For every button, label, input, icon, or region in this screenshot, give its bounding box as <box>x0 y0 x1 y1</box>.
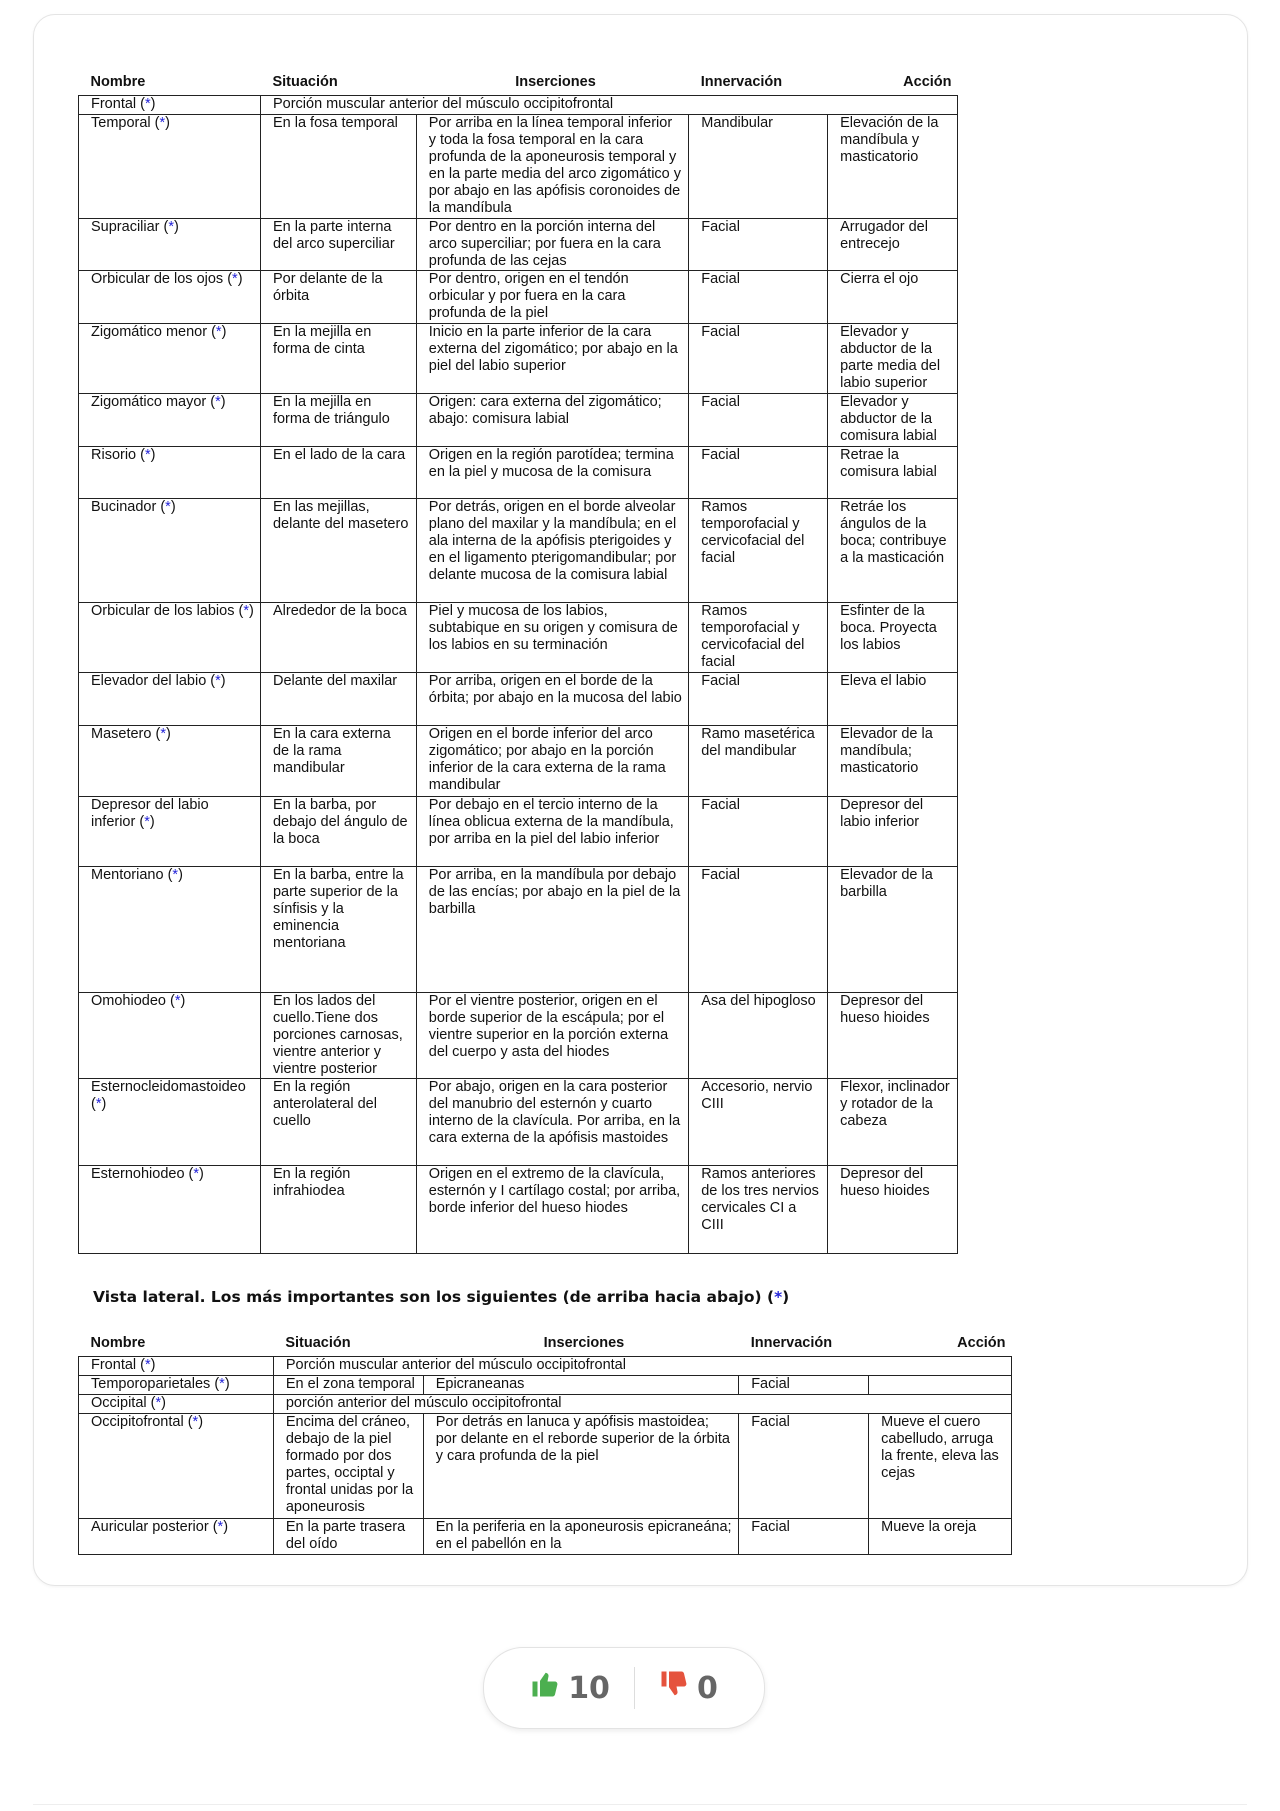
situacion-cell: En la cara externa de la rama mandibular <box>260 726 416 797</box>
table-row <box>79 324 958 394</box>
reference-link[interactable]: * <box>243 603 249 619</box>
reference-link[interactable]: * <box>160 726 166 742</box>
downvote-button[interactable] <box>635 1669 742 1707</box>
thumbs-up-icon <box>530 1669 560 1707</box>
situacion-cell: En el lado de la cara <box>260 447 416 499</box>
table-row <box>79 1357 1012 1376</box>
innervacion-cell: Facial <box>689 271 828 324</box>
muscle-name-text: Mentoriano <box>91 867 164 883</box>
table-row <box>79 394 958 447</box>
inserciones-cell: En la periferia en la aponeurosis epicraneána; en el pabellón en la <box>423 1519 738 1555</box>
muscle-name-esternohiodeo: Esternohiodeo (*) <box>79 1166 261 1254</box>
inserciones-cell: Por arriba, en la mandíbula por debajo de las encías; por abajo en la piel de la barbilla <box>416 867 688 993</box>
col-header-inserciones: Inserciones <box>543 1335 625 1351</box>
muscle-name-text: Orbicular de los labios <box>91 603 235 619</box>
muscle-name-supraciliar: Supraciliar (*) <box>79 219 261 271</box>
col-header-accion: Acción <box>957 1335 1006 1351</box>
innervacion-cell: Facial <box>689 324 828 394</box>
muscle-name-temporoparietales: Temporoparietales (*) <box>79 1376 274 1395</box>
innervacion-cell: Ramos temporofacial y cervicofacial del facial <box>689 499 828 603</box>
muscle-name-risorio: Risorio (*) <box>79 447 261 499</box>
vote-bar <box>483 1647 765 1729</box>
muscle-name-text: Temporal <box>91 115 151 131</box>
table-row <box>79 447 958 499</box>
reference-link[interactable]: * <box>215 394 221 410</box>
situacion-cell: En las mejillas, delante del masetero <box>260 499 416 603</box>
col-header-innervacion: Innervación <box>750 1335 833 1351</box>
reference-link[interactable]: * <box>145 1357 151 1373</box>
inserciones-cell: Epicraneanas <box>423 1376 738 1395</box>
muscle-name-frontal: Frontal (*) <box>79 96 261 115</box>
innervacion-cell: Facial <box>689 447 828 499</box>
muscle-name-text: Occipital <box>91 1395 147 1411</box>
accion-cell <box>869 1376 1012 1395</box>
reference-link[interactable]: * <box>174 993 181 1009</box>
muscle-name-bucinador: Bucinador (*) <box>79 499 261 603</box>
table-row <box>79 1519 1012 1555</box>
table-row <box>79 993 958 1079</box>
muscle-name-text: Bucinador <box>91 499 157 515</box>
col-header-situacion: Situación <box>285 1335 351 1351</box>
reference-link[interactable]: * <box>172 867 179 883</box>
muscle-name-masetero: Masetero (*) <box>79 726 261 797</box>
table-row <box>79 1414 1012 1519</box>
inserciones-cell: Origen: cara externa del zigomático; abajo: comisura labial <box>416 394 688 447</box>
situacion-cell: Alrededor de la boca <box>260 603 416 673</box>
accion-cell: Arrugador del entrecejo <box>828 219 958 271</box>
situacion-cell: En la mejilla en forma de cinta <box>260 324 416 394</box>
col-header-inserciones: Inserciones <box>515 74 596 90</box>
reference-link[interactable]: * <box>217 1519 224 1535</box>
accion-cell: Elevador de la barbilla <box>828 867 958 993</box>
downvote-count: 0 <box>696 1670 718 1706</box>
situacion-cell: En el zona temporal <box>273 1376 423 1395</box>
muscle-name-text: Esternohiodeo <box>91 1166 185 1182</box>
accion-cell: Esfinter de la boca. Proyecta los labios <box>828 603 958 673</box>
accion-cell: Mueve la oreja <box>869 1519 1012 1555</box>
muscle-table-lateral <box>78 1335 1012 1555</box>
muscle-name-text: Omohiodeo <box>91 993 166 1009</box>
inserciones-cell: Origen en el borde inferior del arco zigomático; por abajo en la porción inferior de la cara externa de la rama mandibular <box>416 726 688 797</box>
reference-link[interactable]: * <box>144 447 151 463</box>
situacion-cell: En la fosa temporal <box>260 115 416 219</box>
accion-cell: Eleva el labio <box>828 673 958 726</box>
muscle-name-temporal: Temporal (*) <box>79 115 261 219</box>
muscle-name-text: Frontal <box>91 96 137 112</box>
situacion-cell: En la parte interna del arco superciliar <box>260 219 416 271</box>
divider <box>33 1804 1247 1805</box>
situacion-cell: En la barba, entre la parte superior de la sínfisis y la eminencia mentoriana <box>260 867 416 993</box>
muscle-name-elevador-del-labio: Elevador del labio (*) <box>79 673 261 726</box>
muscle-table-front <box>78 74 958 1254</box>
situacion-cell: porción anterior del músculo occipitofrontal <box>273 1395 1011 1414</box>
situacion-cell: Encima del cráneo, debajo de la piel formado por dos partes, occiptal y frontal unidas por la aponeurosis <box>273 1414 423 1519</box>
table-row <box>79 1395 1012 1414</box>
table-row <box>79 726 958 797</box>
inserciones-cell: Por arriba en la línea temporal inferior y toda la fosa temporal en la cara profunda de la aponeurosis temporal y en la parte media del arco zigomático y por abajo en las apófisis coronoides de la mandíbula <box>416 115 688 219</box>
heading-text: Vista lateral. Los más importantes son los siguientes (de arriba hacia abajo) ( <box>93 1288 775 1306</box>
inserciones-cell: Inicio en la parte inferior de la cara externa del zigomático; por abajo en la piel del labio superior <box>416 324 688 394</box>
table-row <box>79 219 958 271</box>
table-row <box>79 603 958 673</box>
accion-cell: Retrae la comisura labial <box>828 447 958 499</box>
innervacion-cell: Asa del hipogloso <box>689 993 828 1079</box>
accion-cell: Depresor del hueso hioides <box>828 993 958 1079</box>
innervacion-cell: Ramo masetérica del mandibular <box>689 726 828 797</box>
innervacion-cell: Facial <box>689 219 828 271</box>
thumbs-down-icon <box>659 1669 689 1707</box>
col-header-innervacion: Innervación <box>700 74 783 90</box>
inserciones-cell: Origen en la región parotídea; termina en la piel y mucosa de la comisura <box>416 447 688 499</box>
muscle-name-text: Risorio <box>91 447 137 463</box>
table-row <box>79 1079 958 1166</box>
reference-link[interactable]: * <box>168 219 175 235</box>
reference-link[interactable]: * <box>145 96 151 112</box>
muscle-name-omohiodeo: Omohiodeo (*) <box>79 993 261 1079</box>
inserciones-cell: Por detrás, origen en el borde alveolar plano del maxilar y la mandíbula; en el ala interna de la apófisis pterigoides y en el ligamento pterigomandibular; por delante mucosa de la comisura labial <box>416 499 688 603</box>
muscle-name-text: Zigomático menor <box>91 324 208 340</box>
reference-link[interactable]: * <box>232 271 238 287</box>
col-header-accion: Acción <box>903 74 952 90</box>
muscle-name-frontal: Frontal (*) <box>79 1357 274 1376</box>
accion-cell: Elevador y abductor de la comisura labial <box>828 394 958 447</box>
innervacion-cell: Facial <box>739 1414 869 1519</box>
situacion-cell: En la región infrahiodea <box>260 1166 416 1254</box>
reference-link[interactable]: * <box>95 1096 102 1112</box>
muscle-name-text: Zigomático mayor <box>91 394 207 410</box>
inserciones-cell: Por el vientre posterior, origen en el borde superior de la escápula; por el vientre superior en la porción externa del cuerpo y asta del hiodes <box>416 993 688 1079</box>
accion-cell: Depresor del labio inferior <box>828 797 958 867</box>
table-header-row <box>79 1335 1012 1357</box>
inserciones-cell: Por dentro en la porción interna del arco superciliar; por fuera en la cara profunda de las cejas <box>416 219 688 271</box>
innervacion-cell: Facial <box>689 673 828 726</box>
innervacion-cell: Mandibular <box>689 115 828 219</box>
muscle-name-zigomatico-menor: Zigomático menor (*) <box>79 324 261 394</box>
reference-link[interactable]: * <box>159 115 166 131</box>
heading-asterisk-link[interactable]: * <box>774 1288 783 1306</box>
reference-link[interactable]: * <box>155 1395 162 1411</box>
reference-link[interactable]: * <box>219 1376 225 1392</box>
inserciones-cell: Por abajo, origen en la cara posterior del manubrio del esternón y cuarto interno de la clavícula. Por arriba, en la cara externa de la apófisis mastoides <box>416 1079 688 1166</box>
col-header-nombre: Nombre <box>90 74 146 90</box>
reference-link[interactable]: * <box>144 814 150 830</box>
muscle-name-occipital: Occipital (*) <box>79 1395 274 1414</box>
table-row <box>79 271 958 324</box>
section-heading-vista-lateral <box>93 1288 789 1306</box>
muscle-name-auricular-posterior: Auricular posterior (*) <box>79 1519 274 1555</box>
innervacion-cell: Facial <box>739 1519 869 1555</box>
inserciones-cell: Por dentro, origen en el tendón orbicular y por fuera en la cara profunda de la piel <box>416 271 688 324</box>
upvote-button[interactable] <box>506 1669 634 1707</box>
accion-cell: Flexor, inclinador y rotador de la cabeza <box>828 1079 958 1166</box>
muscle-name-depresor-del-labio-inferior: Depresor del labio inferior (*) <box>79 797 261 867</box>
situacion-cell: Delante del maxilar <box>260 673 416 726</box>
heading-close: ) <box>782 1288 790 1306</box>
muscle-name-orbicular-de-los-ojos: Orbicular de los ojos (*) <box>79 271 261 324</box>
muscle-name-text: Frontal <box>91 1357 137 1373</box>
innervacion-cell: Ramos temporofacial y cervicofacial del facial <box>689 603 828 673</box>
innervacion-cell: Facial <box>689 797 828 867</box>
muscle-name-text: Occipitofrontal <box>91 1414 184 1430</box>
innervacion-cell: Facial <box>689 394 828 447</box>
table-row <box>79 867 958 993</box>
muscle-name-text: Masetero <box>91 726 152 742</box>
table-row <box>79 673 958 726</box>
situacion-cell: Porción muscular anterior del músculo occipitofrontal <box>260 96 957 115</box>
muscle-name-text: Supraciliar <box>91 219 160 235</box>
situacion-cell: En la parte trasera del oído <box>273 1519 423 1555</box>
innervacion-cell: Facial <box>739 1376 869 1395</box>
inserciones-cell: Piel y mucosa de los labios, subtabique en su origen y comisura de los labios en su terminación <box>416 603 688 673</box>
accion-cell: Cierra el ojo <box>828 271 958 324</box>
accion-cell: Mueve el cuero cabelludo, arruga la frente, eleva las cejas <box>869 1414 1012 1519</box>
reference-link[interactable]: * <box>215 673 221 689</box>
situacion-cell: En la región anterolateral del cuello <box>260 1079 416 1166</box>
situacion-cell: En la mejilla en forma de triángulo <box>260 394 416 447</box>
table-row <box>79 1166 958 1254</box>
accion-cell: Elevador de la mandíbula; masticatorio <box>828 726 958 797</box>
reference-link[interactable]: * <box>193 1166 200 1182</box>
reference-link[interactable]: * <box>192 1414 199 1430</box>
situacion-cell: Por delante de la órbita <box>260 271 416 324</box>
table-row <box>79 1376 1012 1395</box>
accion-cell: Retráe los ángulos de la boca; contribuye a la masticación <box>828 499 958 603</box>
muscle-name-text: Elevador del labio <box>91 673 207 689</box>
muscle-name-occipitofrontal: Occipitofrontal (*) <box>79 1414 274 1519</box>
inserciones-cell: Por debajo en el tercio interno de la línea oblicua externa de la mandíbula, por arriba en la piel del labio inferior <box>416 797 688 867</box>
muscle-name-text: Esternocleidomastoideo <box>91 1079 246 1095</box>
muscle-name-text: Orbicular de los ojos <box>91 271 224 287</box>
innervacion-cell: Ramos anteriores de los tres nervios cervicales CI a CIII <box>689 1166 828 1254</box>
muscle-name-text: Temporoparietales <box>91 1376 211 1392</box>
muscle-name-orbicular-de-los-labios: Orbicular de los labios (*) <box>79 603 261 673</box>
table-row <box>79 499 958 603</box>
reference-link[interactable]: * <box>165 499 171 515</box>
table-header-row <box>79 74 958 96</box>
table-row <box>79 797 958 867</box>
muscle-name-text: Auricular posterior <box>91 1519 209 1535</box>
situacion-cell: En la barba, por debajo del ángulo de la boca <box>260 797 416 867</box>
situacion-cell: En los lados del cuello.Tiene dos porciones carnosas, vientre anterior y vientre posterior <box>260 993 416 1079</box>
muscle-name-text: Depresor del labio inferior <box>91 797 209 830</box>
innervacion-cell: Accesorio, nervio CIII <box>689 1079 828 1166</box>
table-row <box>79 115 958 219</box>
muscle-name-mentoriano: Mentoriano (*) <box>79 867 261 993</box>
upvote-count: 10 <box>568 1670 610 1706</box>
reference-link[interactable]: * <box>215 324 222 340</box>
innervacion-cell: Facial <box>689 867 828 993</box>
table-row <box>79 96 958 115</box>
inserciones-cell: Por arriba, origen en el borde de la órbita; por abajo en la mucosa del labio <box>416 673 688 726</box>
col-header-nombre: Nombre <box>90 1335 146 1351</box>
inserciones-cell: Origen en el extremo de la clavícula, esternón y I cartílago costal; por arriba, borde inferior del hueso hiodes <box>416 1166 688 1254</box>
situacion-cell: Porción muscular anterior del músculo occipitofrontal <box>273 1357 1011 1376</box>
col-header-situacion: Situación <box>272 74 338 90</box>
accion-cell: Elevación de la mandíbula y masticatorio <box>828 115 958 219</box>
accion-cell: Depresor del hueso hioides <box>828 1166 958 1254</box>
inserciones-cell: Por detrás en lanuca y apófisis mastoidea; por delante en el reborde superior de la órbita y cara profunda de la piel <box>423 1414 738 1519</box>
muscle-name-esternocleidomastoideo: Esternocleidomastoideo (*) <box>79 1079 261 1166</box>
muscle-name-zigomatico-mayor: Zigomático mayor (*) <box>79 394 261 447</box>
accion-cell: Elevador y abductor de la parte media del labio superior <box>828 324 958 394</box>
